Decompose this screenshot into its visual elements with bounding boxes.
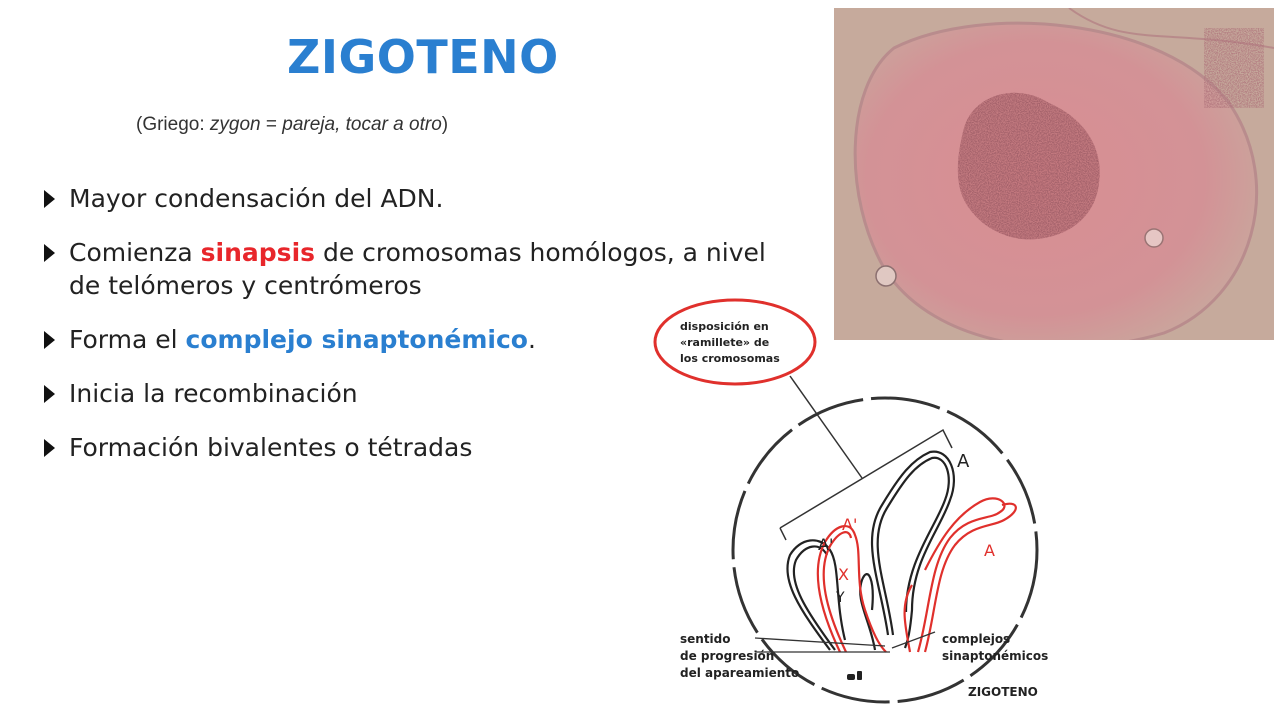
bullet-text: Mayor condensación del ADN. bbox=[69, 184, 444, 213]
highlight-sinapsis: sinapsis bbox=[200, 238, 316, 267]
bullet-arrow-icon bbox=[44, 439, 55, 457]
label-y: Y bbox=[836, 590, 845, 606]
progress-line-1: sentido bbox=[680, 632, 731, 646]
diagram-caption: ZIGOTENO bbox=[968, 685, 1038, 699]
slide-subtitle bbox=[136, 114, 448, 136]
bullet-text: Forma el bbox=[69, 325, 186, 354]
bullet-arrow-icon bbox=[44, 190, 55, 208]
zigoteno-diagram bbox=[650, 280, 1070, 720]
bullet-item bbox=[42, 182, 802, 215]
bullet-text: Formación bivalentes o tétradas bbox=[69, 433, 473, 462]
chromatin-speck bbox=[1204, 28, 1264, 108]
bullet-text: . bbox=[527, 325, 536, 354]
callout-leader bbox=[790, 376, 862, 478]
bouquet-bracket bbox=[780, 430, 952, 528]
label-a-prime-left: A' bbox=[818, 535, 834, 554]
callout-line-3: los cromosomas bbox=[680, 352, 780, 365]
bullet-text: de cromosomas homólogos, a nivel de telómeros y centrómeros bbox=[69, 238, 766, 300]
progress-line-3: del apareamiento bbox=[680, 666, 800, 680]
chromosomes-black bbox=[787, 452, 954, 650]
bullet-arrow-icon bbox=[44, 244, 55, 262]
subtitle-mid: = bbox=[260, 114, 283, 135]
progress-line-2: de progresión bbox=[680, 649, 775, 663]
bullet-arrow-icon bbox=[44, 385, 55, 403]
bullet-text: Comienza bbox=[69, 238, 201, 267]
label-a-prime-top: A' bbox=[842, 515, 858, 534]
subtitle-close: ) bbox=[441, 114, 449, 135]
slide-title: ZIGOTENO bbox=[287, 30, 559, 84]
callout-line-1: disposición en bbox=[680, 320, 769, 333]
label-a-top: A bbox=[957, 451, 970, 472]
subtitle-meaning: pareja, tocar a otro bbox=[282, 114, 442, 135]
callout-line-2: «ramillete» de bbox=[680, 336, 770, 349]
complex-line-1: complejos bbox=[942, 632, 1011, 646]
bullet-arrow-icon bbox=[44, 331, 55, 349]
label-a-right: A bbox=[984, 541, 995, 560]
highlight-complejo: complejo sinaptonémico bbox=[185, 325, 528, 354]
bullet-text: Inicia la recombinación bbox=[69, 379, 358, 408]
subtitle-open: (Griego: bbox=[136, 114, 210, 135]
label-x: X bbox=[838, 565, 849, 584]
complex-line-2: sinaptonémicos bbox=[942, 649, 1049, 663]
subtitle-term: zygon bbox=[209, 114, 261, 135]
